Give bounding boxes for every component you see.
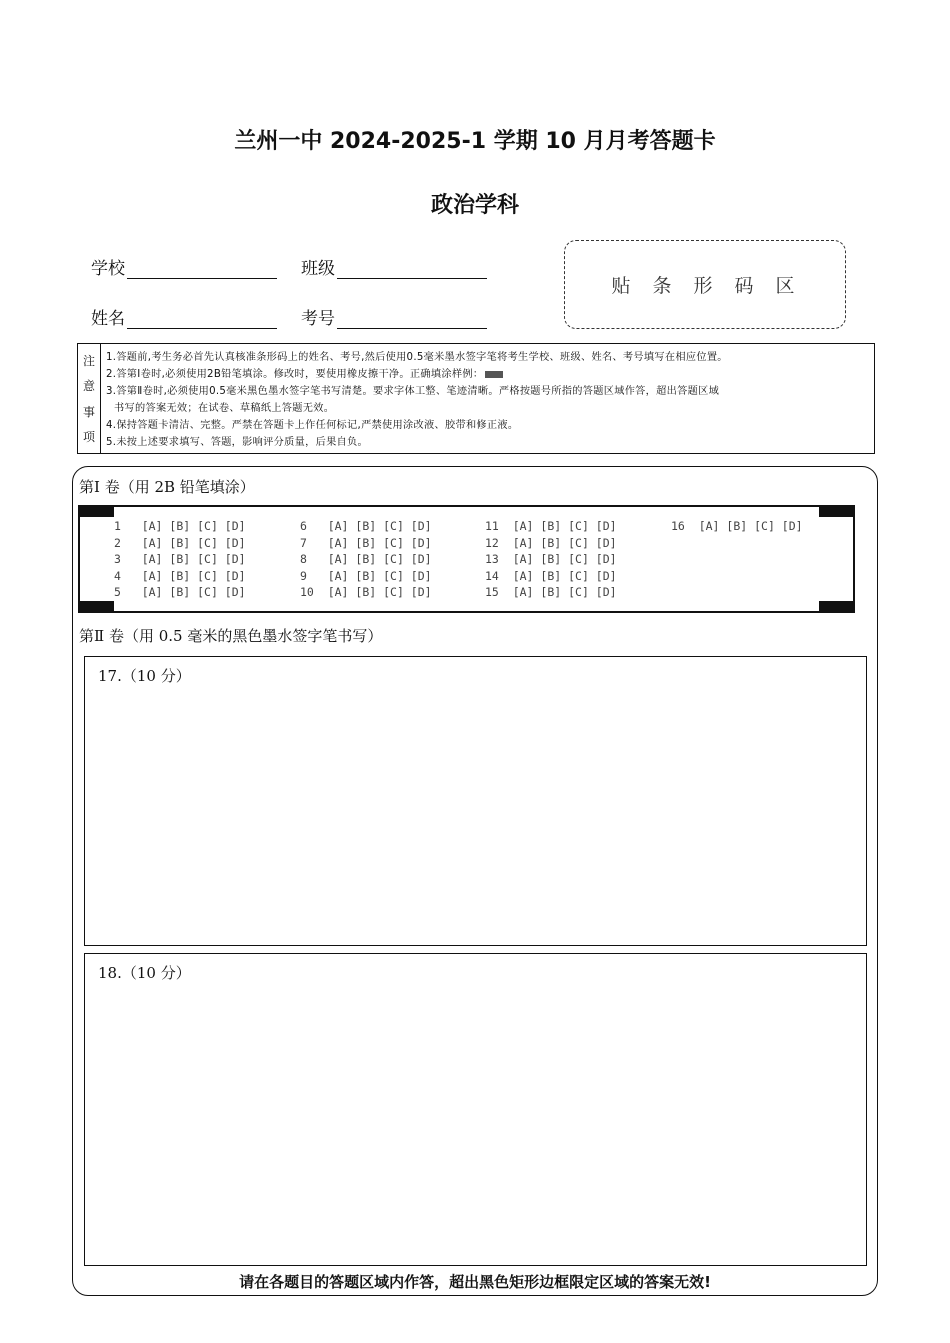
notice-items <box>106 349 868 451</box>
question-5-choices[interactable] <box>114 585 246 602</box>
fill-sample <box>485 371 503 378</box>
question-number: 3 <box>114 552 142 566</box>
school-label: 学校 <box>91 259 125 279</box>
question-3-choices[interactable] <box>114 552 246 569</box>
exam-no-field[interactable] <box>301 304 487 329</box>
question-6-choices[interactable] <box>300 519 432 536</box>
choice-bubbles[interactable]: [A] [B] [C] [D] <box>327 585 432 599</box>
notice-item: 3.答第Ⅱ卷时,必须使用0.5毫米黑色墨水签字笔书写清楚。要求字体工整、笔迹清晰。严格按题号所指的答题区域作答，超出答题区域 <box>106 386 720 397</box>
question-15-choices[interactable] <box>485 585 617 602</box>
choice-bubbles[interactable]: [A] [B] [C] [D] <box>141 535 246 550</box>
choice-bubbles[interactable]: [A] [B] [C] [D] <box>512 552 617 566</box>
notice-item: 5.未按上述要求填写、答题，影响评分质量，后果自负。 <box>106 437 369 448</box>
choice-column <box>671 519 803 536</box>
choice-bubbles[interactable]: [A] [B] [C] [D] <box>141 585 246 599</box>
question-number: 8 <box>300 552 328 566</box>
question-11-choices[interactable] <box>485 519 617 536</box>
q17-label: 17.（10 分） <box>98 667 191 685</box>
page-title: 兰州一中 2024-2025-1 学期 10 月月考答题卡 <box>234 129 716 154</box>
footer-warning: 请在各题目的答题区域内作答，超出黑色矩形边框限定区域的答案无效! <box>239 1273 711 1291</box>
question-number: 12 <box>485 535 513 550</box>
question-number: 16 <box>671 519 699 533</box>
notice-box <box>77 343 875 454</box>
choice-bubbles[interactable]: [A] [B] [C] [D] <box>327 568 432 583</box>
question-16-choices[interactable] <box>671 519 803 536</box>
multiple-choice-box <box>78 505 855 613</box>
choice-column <box>485 519 617 602</box>
q18-label: 18.（10 分） <box>98 964 191 982</box>
q18-answer-box[interactable] <box>84 953 867 1266</box>
q17-answer-box[interactable] <box>84 656 867 946</box>
section1-label: 第Ⅰ 卷（用 2B 铅笔填涂） <box>79 478 255 496</box>
question-number: 4 <box>114 568 142 583</box>
question-1-choices[interactable] <box>114 519 246 536</box>
question-4-choices[interactable] <box>114 569 246 586</box>
question-2-choices[interactable] <box>114 536 246 553</box>
question-number: 6 <box>300 519 328 533</box>
school-line <box>127 260 277 279</box>
notice-item: 4.保持答题卡清洁、完整。严禁在答题卡上作任何标记,严禁使用涂改液、胶带和修正液。 <box>106 420 519 431</box>
choice-bubbles[interactable]: [A] [B] [C] [D] <box>512 535 617 550</box>
choice-bubbles[interactable]: [A] [B] [C] [D] <box>141 519 246 533</box>
exam-no-label: 考号 <box>301 309 335 329</box>
choice-bubbles[interactable]: [A] [B] [C] [D] <box>327 519 432 533</box>
choice-column <box>300 519 432 602</box>
class-label: 班级 <box>301 259 335 279</box>
class-field[interactable] <box>301 254 487 279</box>
subject-title: 政治学科 <box>430 193 519 218</box>
notice-item: 2.答第Ⅰ卷时,必须使用2B铅笔填涂。修改时，要使用橡皮擦干净。正确填涂样例： <box>106 366 868 383</box>
question-number: 13 <box>485 552 513 566</box>
section2-label: 第Ⅱ 卷（用 0.5 毫米的黑色墨水签字笔书写） <box>79 627 383 645</box>
choice-bubbles[interactable]: [A] [B] [C] [D] <box>512 519 617 533</box>
timing-mark <box>819 601 855 613</box>
school-field[interactable] <box>91 254 277 279</box>
barcode-area: 贴条形码区 <box>564 240 846 329</box>
choice-bubbles[interactable]: [A] [B] [C] [D] <box>698 519 803 533</box>
question-number: 2 <box>114 535 142 550</box>
question-number: 7 <box>300 535 328 550</box>
question-number: 1 <box>114 519 142 533</box>
notice-item: 书写的答案无效；在试卷、草稿纸上答题无效。 <box>114 403 335 414</box>
notice-item: 1.答题前,考生务必首先认真核准条形码上的姓名、考号,然后使用0.5毫米墨水签字笔将考生学校、班级、姓名、考号填写在相应位置。 <box>106 352 728 363</box>
question-number: 10 <box>300 585 328 599</box>
choice-bubbles[interactable]: [A] [B] [C] [D] <box>512 568 617 583</box>
question-number: 9 <box>300 568 328 583</box>
name-field[interactable] <box>91 304 277 329</box>
question-10-choices[interactable] <box>300 585 432 602</box>
choice-bubbles[interactable]: [A] [B] [C] [D] <box>512 585 617 599</box>
question-14-choices[interactable] <box>485 569 617 586</box>
choice-bubbles[interactable]: [A] [B] [C] [D] <box>141 552 246 566</box>
choice-bubbles[interactable]: [A] [B] [C] [D] <box>141 568 246 583</box>
name-line <box>127 310 277 329</box>
question-13-choices[interactable] <box>485 552 617 569</box>
question-number: 5 <box>114 585 142 599</box>
question-number: 14 <box>485 568 513 583</box>
name-label: 姓名 <box>91 309 125 329</box>
choice-column <box>114 519 246 602</box>
question-8-choices[interactable] <box>300 552 432 569</box>
timing-mark <box>78 601 114 613</box>
question-9-choices[interactable] <box>300 569 432 586</box>
question-number: 11 <box>485 519 513 533</box>
notice-label: 注 意 事 项 <box>78 344 101 453</box>
question-number: 15 <box>485 585 513 599</box>
choice-bubbles[interactable]: [A] [B] [C] [D] <box>327 552 432 566</box>
question-7-choices[interactable] <box>300 536 432 553</box>
timing-mark <box>78 505 114 517</box>
exam-no-line <box>337 310 487 329</box>
class-line <box>337 260 487 279</box>
choice-bubbles[interactable]: [A] [B] [C] [D] <box>327 535 432 550</box>
timing-mark <box>819 505 855 517</box>
question-12-choices[interactable] <box>485 536 617 553</box>
